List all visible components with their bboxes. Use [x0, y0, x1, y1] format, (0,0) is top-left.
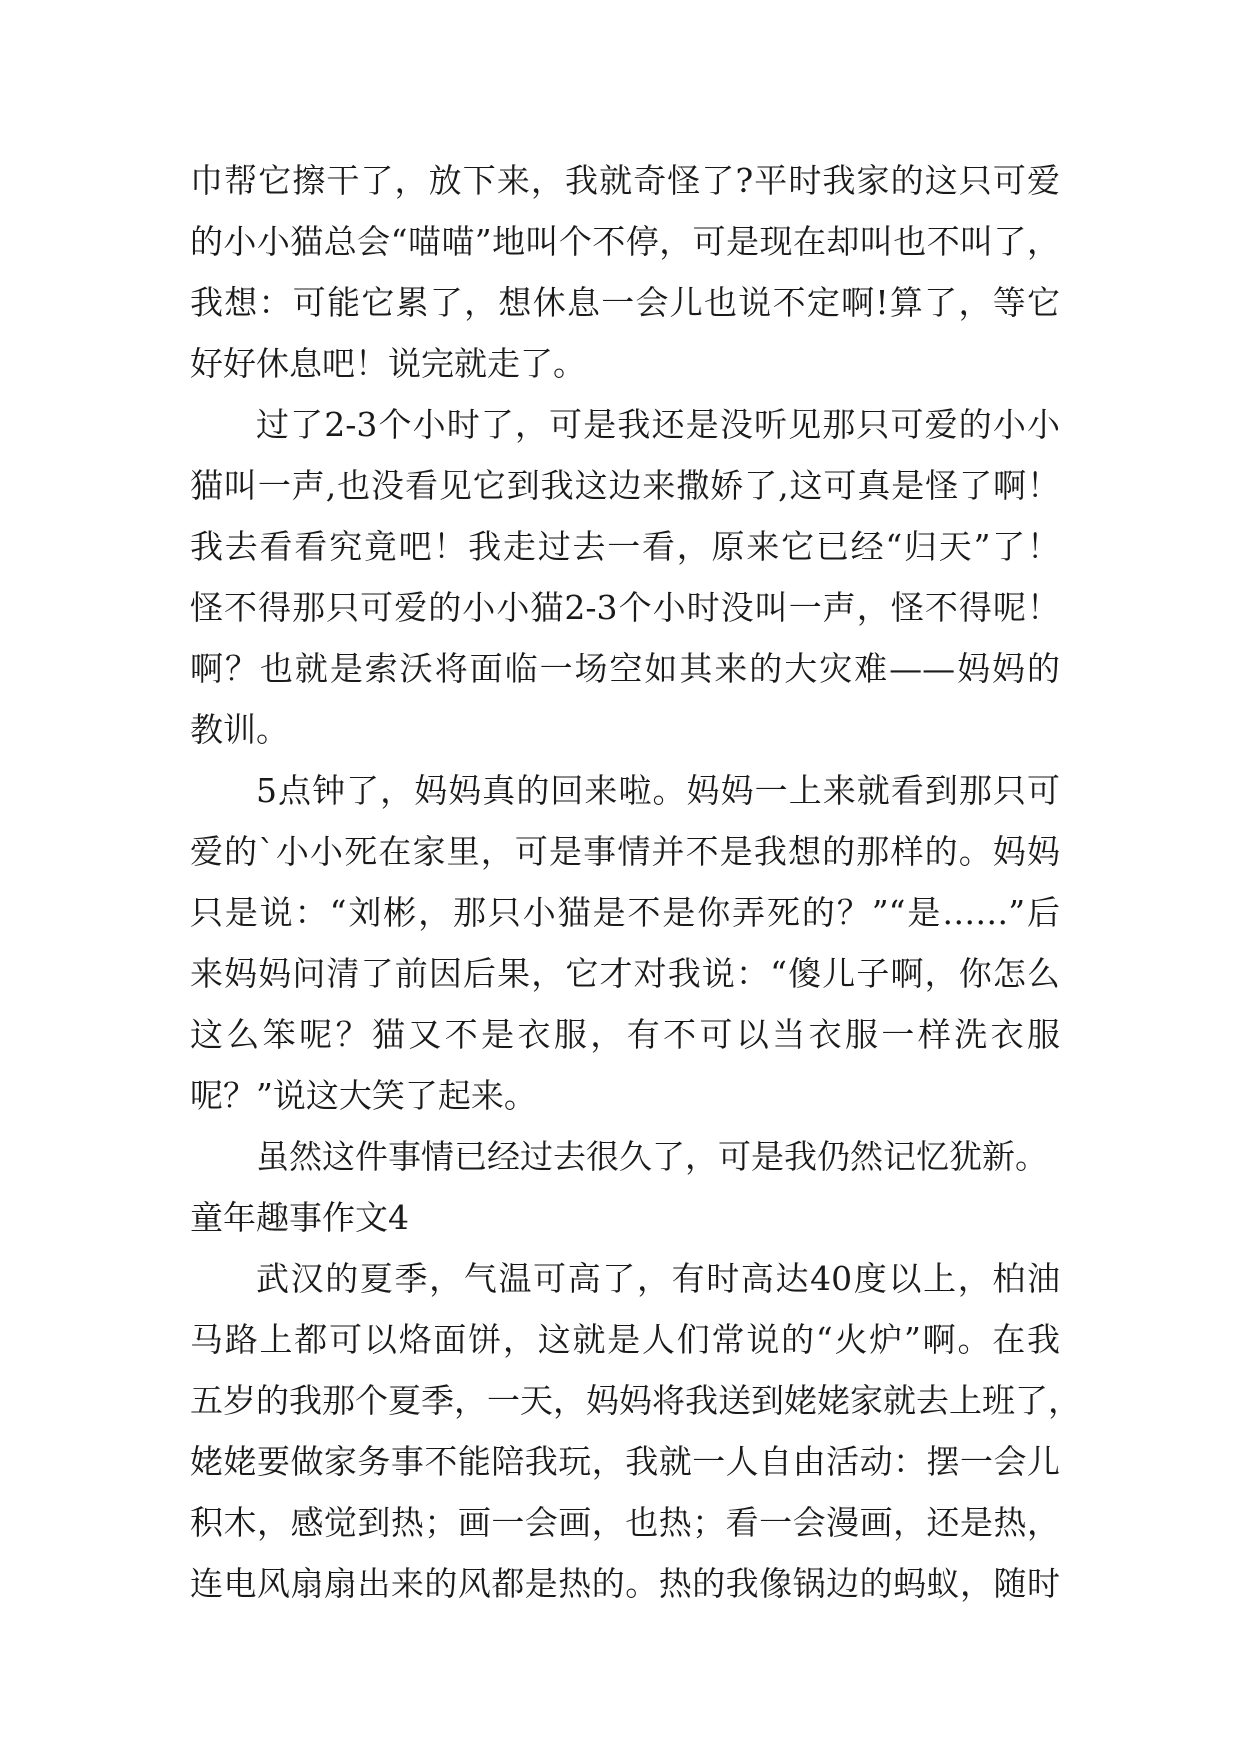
section-heading: 童年趣事作文4: [190, 1198, 409, 1237]
document-page: [190, 150, 1081, 1614]
text-line: 怪不得那只可爱的小小猫2-3个小时没叫一声，怪不得呢！: [190, 588, 1060, 627]
text-line: 连电风扇扇出来的风都是热的。热的我像锅边的蚂蚁，随时: [190, 1564, 1060, 1603]
text-line: 武汉的夏季，气温可高了，有时高达40度以上，柏油: [256, 1259, 1060, 1298]
text-line: 的小小猫总会“喵喵”地叫个不停，可是现在却叫也不叫了，: [190, 222, 1060, 261]
text-line: 5点钟了，妈妈真的回来啦。妈妈一上来就看到那只可: [256, 771, 1060, 810]
text-line: 只是说：“刘彬，那只小猫是不是你弄死的？”“是……”后: [190, 893, 1060, 932]
text-line: 教训。: [190, 710, 289, 749]
text-line: 虽然这件事情已经过去很久了，可是我仍然记忆犹新。: [256, 1137, 1048, 1176]
text-line: 我想：可能它累了，想休息一会儿也说不定啊!算了，等它: [190, 283, 1060, 322]
text-line: 姥姥要做家务事不能陪我玩，我就一人自由活动：摆一会儿: [190, 1442, 1060, 1481]
text-line: 五岁的我那个夏季，一天，妈妈将我送到姥姥家就去上班了，: [190, 1381, 1081, 1420]
text-line: 积木，感觉到热；画一会画，也热；看一会漫画，还是热，: [190, 1503, 1060, 1542]
text-line: 猫叫一声,也没看见它到我这边来撒娇了,这可真是怪了啊！: [190, 466, 1060, 505]
text-line: 爱的`小小死在家里，可是事情并不是我想的那样的。妈妈: [190, 832, 1060, 871]
text-line: 呢？”说这大笑了起来。: [190, 1076, 537, 1115]
text-line: 我去看看究竟吧！我走过去一看，原来它已经“归天”了！: [190, 527, 1060, 566]
text-line: 来妈妈问清了前因后果，它才对我说：“傻儿子啊，你怎么: [190, 954, 1060, 993]
text-line: 好好休息吧！说完就走了。: [190, 344, 586, 383]
text-line: 巾帮它擦干了，放下来，我就奇怪了?平时我家的这只可爱: [190, 161, 1060, 200]
text-line: 这么笨呢？猫又不是衣服，有不可以当衣服一样洗衣服: [190, 1015, 1060, 1054]
text-line: 啊？也就是索沃将面临一场空如其来的大灾难——妈妈的: [190, 649, 1060, 688]
text-line: 马路上都可以烙面饼，这就是人们常说的“火炉”啊。在我: [190, 1320, 1060, 1359]
text-line: 过了2-3个小时了，可是我还是没听见那只可爱的小小: [256, 405, 1060, 444]
